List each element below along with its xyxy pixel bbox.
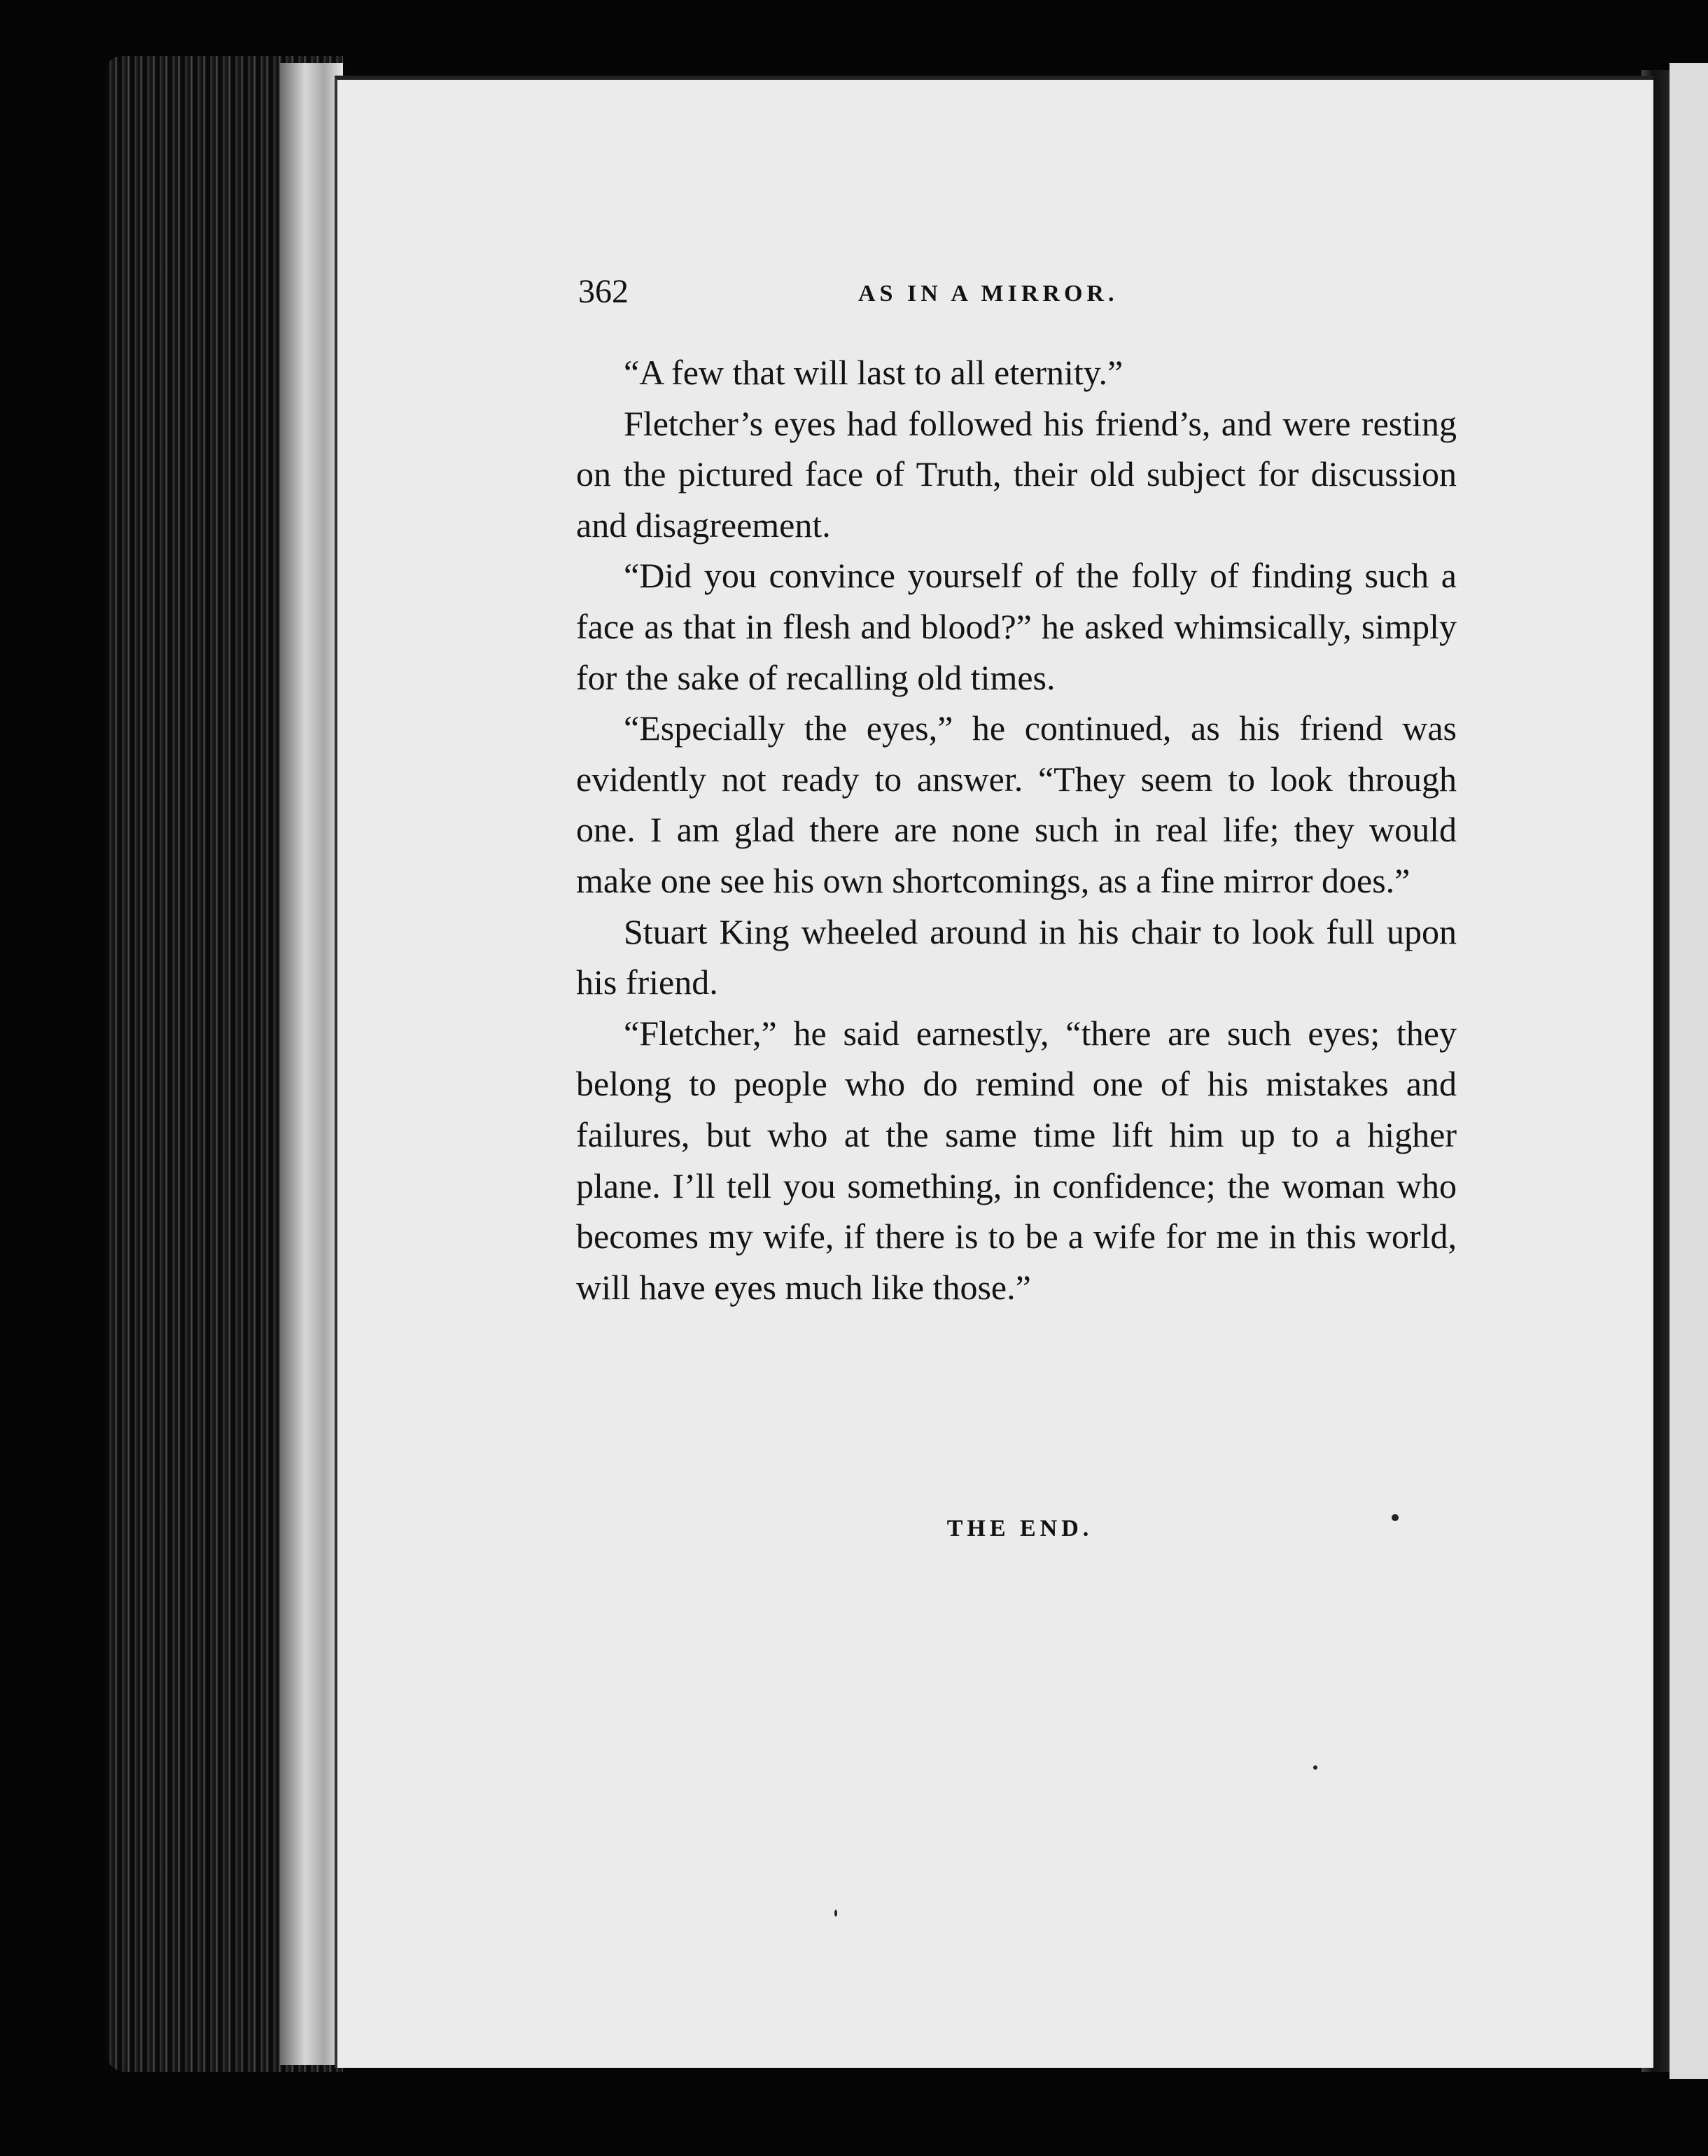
print-speck	[834, 1910, 837, 1917]
paragraph: “Fletcher,” he said earnestly, “there are such eyes; they belong to people who do remind one of his mistakes and failures, but who at the same time lift him up to a higher plane. I’ll tell you something, in confidence; the woman who becomes my wife, if there is to be a wife for me in this world, will have eyes much like those.”	[576, 1013, 1457, 1307]
facing-page-edge	[1670, 63, 1708, 2079]
paragraph: “Especially the eyes,” he continued, as his friend was evidently not ready to answer. “They seem to look through one. I am glad there are none such in real life; they would make one see his own shortcomings, as a fine mirror does.”	[576, 708, 1457, 900]
page-header	[578, 274, 1462, 309]
body-text	[576, 347, 1457, 1312]
print-speck	[1392, 1514, 1399, 1521]
page-number: 362	[578, 273, 629, 310]
print-speck	[1313, 1765, 1317, 1770]
running-title: AS IN A MIRROR.	[858, 281, 1119, 307]
the-end-label: THE END.	[946, 1516, 1093, 1541]
paragraph: “A few that will last to all eternity.”	[624, 353, 1124, 392]
paragraph: Fletcher’s eyes had followed his friend’s, and were resting on the pictured face of Truth, their old subject for discussion and disagreement.	[576, 403, 1457, 545]
paragraph: “Did you convince yourself of the folly of finding such a face as that in flesh and blood?” he asked whimsically, simply for the sake of recalling old times.	[576, 556, 1457, 697]
book-page-edge-highlight	[280, 63, 343, 2065]
paragraph: Stuart King wheeled around in his chair to look full upon his friend.	[576, 911, 1457, 1002]
